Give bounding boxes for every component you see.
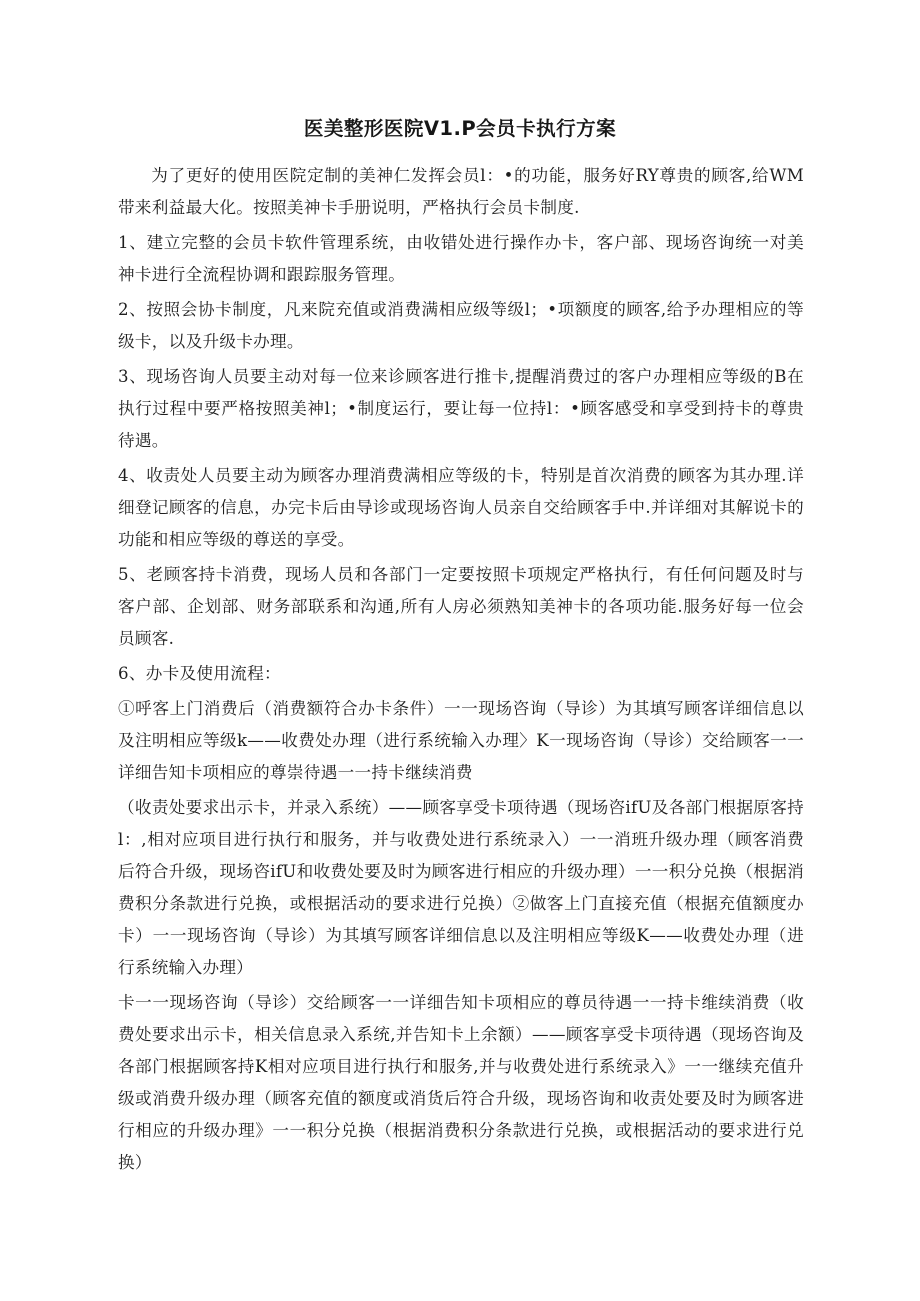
document-body	[118, 160, 804, 1179]
clause-2: 2、按照会协卡制度，凡来院充值或消费满相应级等级l；•项额度的顾客,给予办理相应的等级卡，以及升级卡办理。	[118, 300, 804, 351]
clause-1: 1、建立完整的会员卡软件管理系统，由收错处进行操作办卡，客户部、现场咨询统一对美神卡进行全流程协调和跟踪服务管理。	[118, 233, 804, 284]
process-paragraph-2: （收责处要求出示卡，并录入系统）——顾客享受卡项待遇（现场咨ifU及各部门根据原客持l：,相对应项目进行执行和服务，并与收费处进行系统录入）一一消班升级办理（顾客消费后符合升级，现场咨ifU和收费处要及时为顾客进行相应的升级办理）一一积分兑换（根据消费积分条款进行兑换，或根据活动的要求进行兑换）②做客上门直接充值（根据充值额度办卡）一一现场咨询（导诊）为其填写顾客详细信息以及注明相应等级K——收费处办理（进行系统输入办理）	[118, 798, 804, 977]
clause-4: 4、收责处人员要主动为顾客办理消费满相应等级的卡，特别是首次消费的顾客为其办理.详细登记顾客的信息，办完卡后由导诊或现场咨询人员亲自交给顾客手中.并详细对其解说卡的功能和相应等级的尊送的享受。	[118, 466, 804, 549]
process-paragraph-3: 卡一一现场咨询（导诊）交给顾客一一详细告知卡项相应的尊员待遇一一持卡维续消费（收费处要求出示卡，相关信息录入系统,并告知卡上余额）——顾客享受卡项待遇（现场咨询及各部门根据顾客持K相对应项目进行执行和服务,并与收费处进行系统录入》一一继续充值升级或消费升级办理（顾客充值的额度或消货后符合升级，现场咨询和收责处要及时为顾客进行相应的升级办理》一一积分兑换（根据消费积分条款进行兑换，或根据活动的要求进行兑换）	[118, 993, 804, 1172]
clause-5: 5、老顾客持卡消费，现场人员和各部门一定要按照卡项规定严格执行，有任何问题及时与客户部、企划部、财务部联系和沟通,所有人房必须熟知美神卡的各项功能.服务好每一位会员顾客.	[118, 565, 804, 648]
intro-paragraph: 为了更好的使用医院定制的美神仁发挥会员l：•的功能，服务好RY尊贵的顾客,给WM带来利益最大化。按照美神卡手册说明，严格执行会员卡制度.	[118, 166, 804, 217]
document-title: 医美整形医院V1.P会员卡执行方案	[303, 117, 617, 140]
clause-3: 3、现场咨询人员要主动对每一位来诊顾客进行推卡,提醒消费过的客户办理相应等级的B在执行过程中要严格按照美神l；•制度运行，要让每一位持l：•顾客感受和享受到持卡的尊贵待遇。	[118, 367, 804, 450]
process-paragraph-1: ①呼客上门消费后（消费额符合办卡条件）一一现场咨询（导诊）为其填写顾客详细信息以及注明相应等级k——收费处办理（进行系统输入办理〉K一现场咨询（导诊）交给顾客一一详细告知卡项相应的尊崇待遇一一持卡继续消费	[118, 699, 804, 782]
clause-6-heading: 6、办卡及使用流程：	[118, 664, 281, 683]
